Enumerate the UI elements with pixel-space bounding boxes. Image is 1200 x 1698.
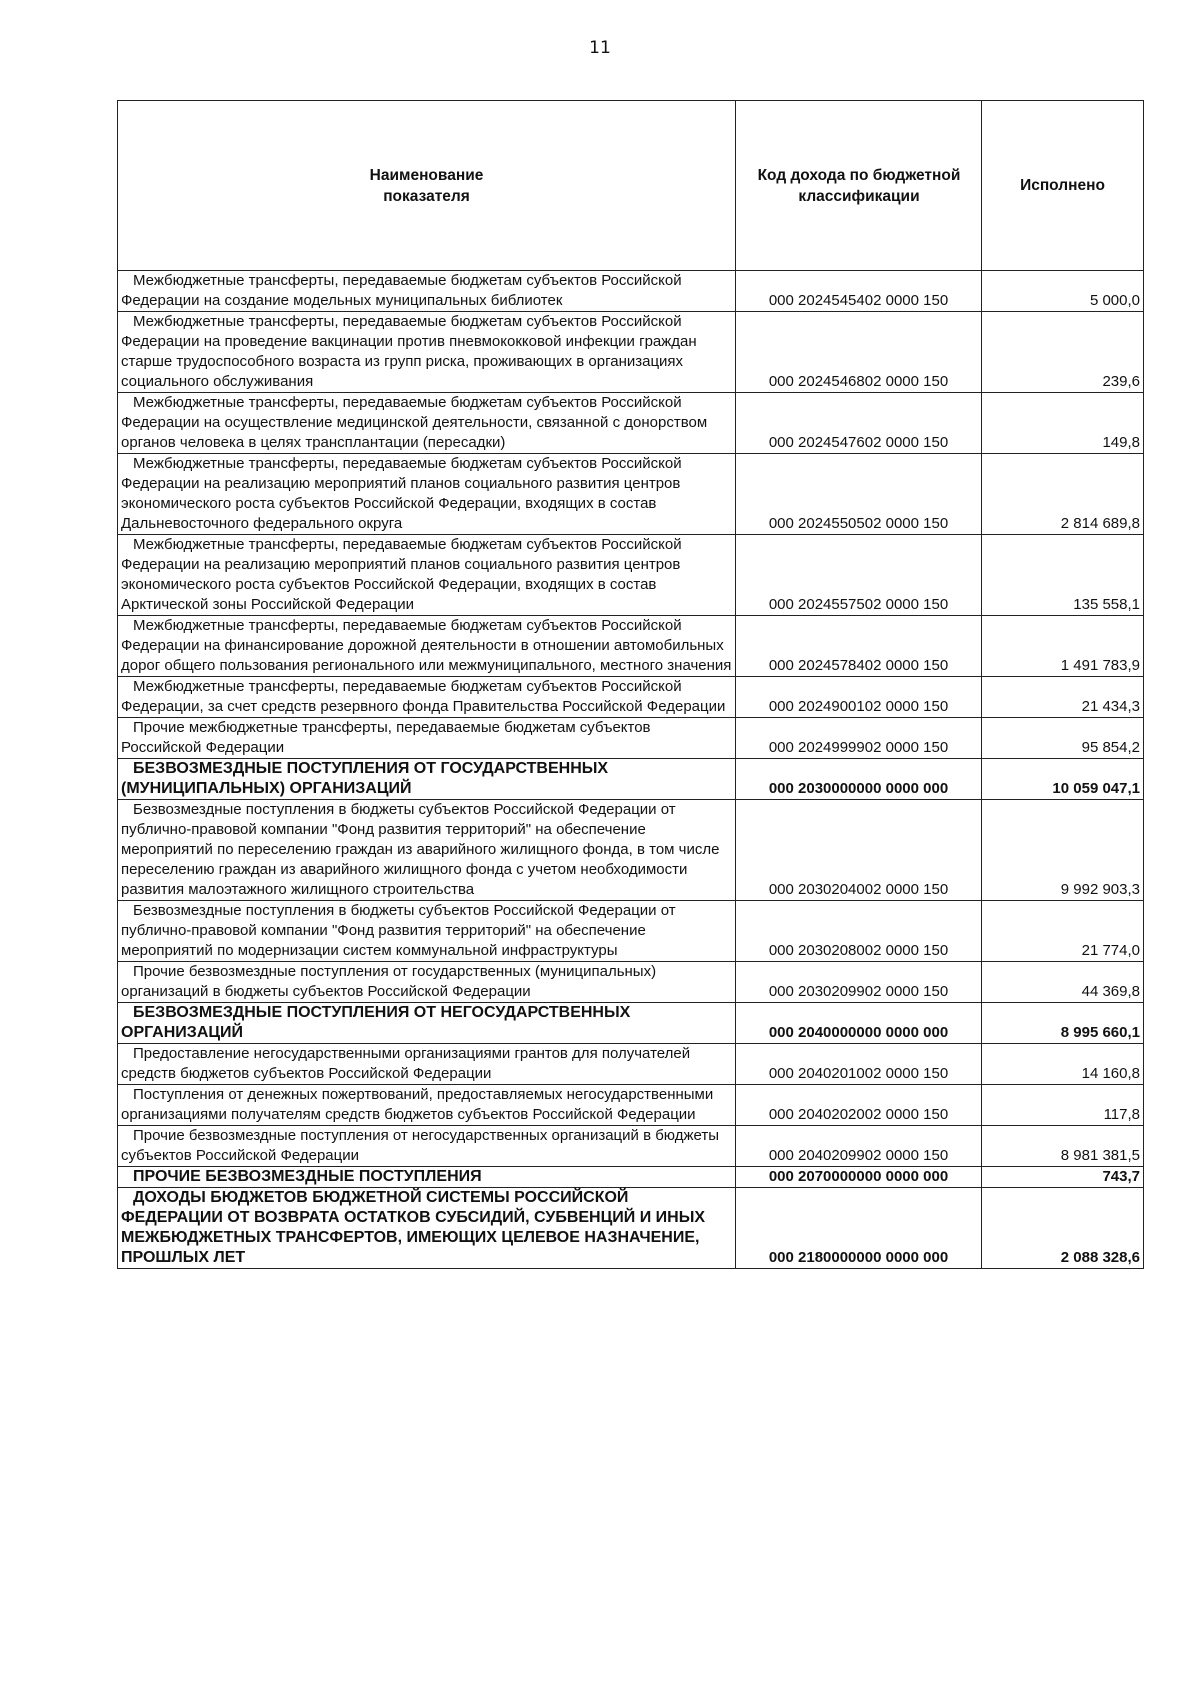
row-budget-code: 000 2024999902 0000 150 (736, 718, 982, 759)
row-budget-code: 000 2024578402 0000 150 (736, 616, 982, 677)
page-number: 11 (589, 38, 611, 58)
row-executed-value: 149,8 (982, 393, 1144, 454)
header-executed: Исполнено (982, 101, 1144, 271)
row-indicator-name: Межбюджетные трансферты, передаваемые бюджетам субъектов Российской Федерации на создание модельных муниципальных библиотек (118, 271, 736, 312)
table-row (118, 393, 1144, 454)
row-executed-value: 743,7 (982, 1167, 1144, 1188)
row-budget-code: 000 2070000000 0000 000 (736, 1167, 982, 1188)
row-budget-code: 000 2180000000 0000 000 (736, 1188, 982, 1269)
row-budget-code: 000 2024545402 0000 150 (736, 271, 982, 312)
row-executed-value: 117,8 (982, 1085, 1144, 1126)
table-row (118, 1044, 1144, 1085)
table-row (118, 1003, 1144, 1044)
row-indicator-name: Предоставление негосударственными организациями грантов для получателей средств бюджетов субъектов Российской Федерации (118, 1044, 736, 1085)
row-budget-code: 000 2040202002 0000 150 (736, 1085, 982, 1126)
row-executed-value: 239,6 (982, 312, 1144, 393)
row-executed-value: 8 981 381,5 (982, 1126, 1144, 1167)
row-budget-code: 000 2024900102 0000 150 (736, 677, 982, 718)
table-row (118, 1167, 1144, 1188)
table-row (118, 1188, 1144, 1269)
row-indicator-name: Безвозмездные поступления в бюджеты субъектов Российской Федерации от публично-правовой компании "Фонд развития территорий" на обеспечение мероприятий по переселению граждан из аварийного жилищного фонда, в том числе переселению граждан из аварийного жилищного фонда с учетом необходимости развития малоэтажного жилищного строительства (118, 800, 736, 901)
table-body (118, 271, 1144, 1269)
row-indicator-name: Межбюджетные трансферты, передаваемые бюджетам субъектов Российской Федерации на проведение вакцинации против пневмококковой инфекции граждан старше трудоспособного возраста из групп риска, проживающих в организациях социального обслуживания (118, 312, 736, 393)
row-executed-value: 5 000,0 (982, 271, 1144, 312)
row-executed-value: 2 088 328,6 (982, 1188, 1144, 1269)
row-executed-value: 21 774,0 (982, 901, 1144, 962)
row-indicator-name: ПРОЧИЕ БЕЗВОЗМЕЗДНЫЕ ПОСТУПЛЕНИЯ (118, 1167, 736, 1188)
row-budget-code: 000 2024546802 0000 150 (736, 312, 982, 393)
row-executed-value: 8 995 660,1 (982, 1003, 1144, 1044)
row-executed-value: 44 369,8 (982, 962, 1144, 1003)
row-budget-code: 000 2040000000 0000 000 (736, 1003, 982, 1044)
row-indicator-name: Прочие безвозмездные поступления от государственных (муниципальных) организаций в бюджеты субъектов Российской Федерации (118, 962, 736, 1003)
row-executed-value: 10 059 047,1 (982, 759, 1144, 800)
table-row (118, 1085, 1144, 1126)
row-budget-code: 000 2040201002 0000 150 (736, 1044, 982, 1085)
row-indicator-name: БЕЗВОЗМЕЗДНЫЕ ПОСТУПЛЕНИЯ ОТ ГОСУДАРСТВЕННЫХ (МУНИЦИПАЛЬНЫХ) ОРГАНИЗАЦИЙ (118, 759, 736, 800)
row-executed-value: 2 814 689,8 (982, 454, 1144, 535)
row-executed-value: 14 160,8 (982, 1044, 1144, 1085)
row-indicator-name: Межбюджетные трансферты, передаваемые бюджетам субъектов Российской Федерации, за счет средств резервного фонда Правительства Российской Федерации (118, 677, 736, 718)
row-budget-code: 000 2030000000 0000 000 (736, 759, 982, 800)
table-row (118, 962, 1144, 1003)
row-budget-code: 000 2030208002 0000 150 (736, 901, 982, 962)
row-indicator-name: Прочие межбюджетные трансферты, передаваемые бюджетам субъектов Российской Федерации (118, 718, 736, 759)
row-executed-value: 9 992 903,3 (982, 800, 1144, 901)
row-indicator-name: Межбюджетные трансферты, передаваемые бюджетам субъектов Российской Федерации на финансирование дорожной деятельности в отношении автомобильных дорог общего пользования регионального или межмуниципального, местного значения (118, 616, 736, 677)
table-row (118, 454, 1144, 535)
row-indicator-name: Безвозмездные поступления в бюджеты субъектов Российской Федерации от публично-правовой компании "Фонд развития территорий" на обеспечение мероприятий по модернизации систем коммунальной инфраструктуры (118, 901, 736, 962)
row-indicator-name: Поступления от денежных пожертвований, предоставляемых негосударственными организациями получателям средств бюджетов субъектов Российской Федерации (118, 1085, 736, 1126)
table-row (118, 616, 1144, 677)
table-row (118, 312, 1144, 393)
row-budget-code: 000 2030204002 0000 150 (736, 800, 982, 901)
table-row (118, 759, 1144, 800)
row-indicator-name: Межбюджетные трансферты, передаваемые бюджетам субъектов Российской Федерации на осуществление медицинской деятельности, связанной с донорством органов человека в целях трансплантации (пересадки) (118, 393, 736, 454)
row-indicator-name: Межбюджетные трансферты, передаваемые бюджетам субъектов Российской Федерации на реализацию мероприятий планов социального развития центров экономического роста субъектов Российской Федерации, входящих в состав Арктической зоны Российской Федерации (118, 535, 736, 616)
table-row (118, 901, 1144, 962)
row-indicator-name: Прочие безвозмездные поступления от негосударственных организаций в бюджеты субъектов Российской Федерации (118, 1126, 736, 1167)
table-header-row (118, 101, 1144, 271)
table-row (118, 271, 1144, 312)
row-executed-value: 21 434,3 (982, 677, 1144, 718)
table-row (118, 535, 1144, 616)
table-row (118, 718, 1144, 759)
row-indicator-name: Межбюджетные трансферты, передаваемые бюджетам субъектов Российской Федерации на реализацию мероприятий планов социального развития центров экономического роста субъектов Российской Федерации, входящих в состав Дальневосточного федерального округа (118, 454, 736, 535)
row-executed-value: 135 558,1 (982, 535, 1144, 616)
row-budget-code: 000 2024557502 0000 150 (736, 535, 982, 616)
row-executed-value: 95 854,2 (982, 718, 1144, 759)
header-indicator-name: Наименование показателя (118, 101, 736, 271)
row-budget-code: 000 2040209902 0000 150 (736, 1126, 982, 1167)
row-executed-value: 1 491 783,9 (982, 616, 1144, 677)
table-row (118, 677, 1144, 718)
table-row (118, 800, 1144, 901)
budget-revenue-table (117, 100, 1144, 1269)
header-budget-code: Код дохода по бюджетной классификации (736, 101, 982, 271)
row-indicator-name: БЕЗВОЗМЕЗДНЫЕ ПОСТУПЛЕНИЯ ОТ НЕГОСУДАРСТВЕННЫХ ОРГАНИЗАЦИЙ (118, 1003, 736, 1044)
row-budget-code: 000 2030209902 0000 150 (736, 962, 982, 1003)
table-row (118, 1126, 1144, 1167)
row-indicator-name: ДОХОДЫ БЮДЖЕТОВ БЮДЖЕТНОЙ СИСТЕМЫ РОССИЙСКОЙ ФЕДЕРАЦИИ ОТ ВОЗВРАТА ОСТАТКОВ СУБСИДИЙ, СУБВЕНЦИЙ И ИНЫХ МЕЖБЮДЖЕТНЫХ ТРАНСФЕРТОВ, ИМЕЮЩИХ ЦЕЛЕВОЕ НАЗНАЧЕНИЕ, ПРОШЛЫХ ЛЕТ (118, 1188, 736, 1269)
row-budget-code: 000 2024550502 0000 150 (736, 454, 982, 535)
row-budget-code: 000 2024547602 0000 150 (736, 393, 982, 454)
